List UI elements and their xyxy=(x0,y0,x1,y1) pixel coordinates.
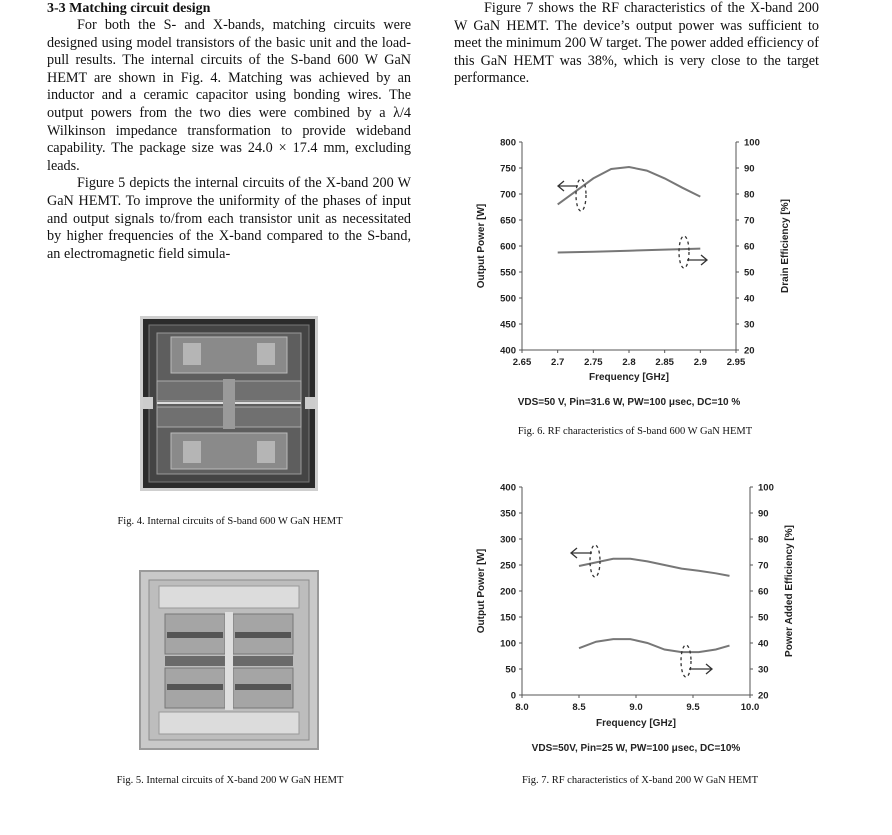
y2-tick-label: 90 xyxy=(744,163,755,175)
x-tick-label: 2.85 xyxy=(655,357,674,368)
fig6-x-axis-label: Frequency [GHz] xyxy=(588,372,670,383)
left-text-block xyxy=(47,17,411,263)
y-tick-label: 650 xyxy=(500,215,516,227)
fig7-x-axis-label: Frequency [GHz] xyxy=(595,718,677,729)
y-tick-label: 500 xyxy=(500,293,516,305)
y2-tick-label: 20 xyxy=(758,690,769,702)
y-tick-label: 50 xyxy=(505,664,516,676)
y2-tick-label: 50 xyxy=(744,267,755,279)
y-tick-label: 400 xyxy=(500,482,516,494)
fig6-right-series-arrow xyxy=(679,236,707,268)
section-heading: 3-3 Matching circuit design xyxy=(47,1,211,16)
x-tick-label: 2.8 xyxy=(622,357,636,368)
y2-tick-label: 90 xyxy=(758,508,769,520)
x-tick-label: 10.0 xyxy=(740,702,760,713)
x-tick-label: 8.0 xyxy=(515,702,529,713)
left-paragraph-1: For both the S- and X-bands, matching circuits were designed using model transistors of the basic unit and the load-pull results. The internal circuits of the S-band 600 W GaN HEMT are shown in Fig. 4. Matching was achieved by an inductor and a ceramic capacitor using bonding wires. The output powers from the two dies were combined by a λ/4 Wilkinson impedance transformation to provide wideband capability. The package size was 24.0 × 17.4 mm, excluding leads. xyxy=(47,17,411,174)
fig7-y2-axis-label: Power Added Efficiency [%] xyxy=(784,525,795,657)
y-tick-label: 750 xyxy=(500,163,516,175)
fig7-caption: Fig. 7. RF characteristics of X-band 200 W GaN HEMT xyxy=(521,775,759,786)
x-tick-label: 2.95 xyxy=(726,357,746,368)
fig7-chart xyxy=(470,477,810,759)
left-paragraph-2: Figure 5 depicts the internal circuits of the X-band 200 W GaN HEMT. To improve the uniformity of the phases of input and output signals to/from each transistor unit as necessitated by higher frequencies of the X-band compared to the S-band, an electromagnetic field simula- xyxy=(47,175,411,262)
series-line-right xyxy=(579,639,730,652)
right-text-block xyxy=(454,0,819,88)
fig5-circuit-drawing xyxy=(141,572,317,748)
fig6-y2-axis-label: Drain Efficiency [%] xyxy=(780,199,791,293)
x-tick-label: 2.7 xyxy=(551,357,565,368)
y2-tick-label: 50 xyxy=(758,612,769,624)
y-tick-label: 100 xyxy=(500,638,516,650)
y2-tick-label: 100 xyxy=(744,137,760,149)
fig6-chart xyxy=(470,130,800,412)
y-tick-label: 350 xyxy=(500,508,516,520)
y-tick-label: 550 xyxy=(500,267,516,279)
y-tick-label: 800 xyxy=(500,137,516,149)
y2-tick-label: 30 xyxy=(744,319,755,331)
y2-tick-label: 40 xyxy=(758,638,769,650)
x-tick-label: 2.75 xyxy=(584,357,603,368)
y-tick-label: 150 xyxy=(500,612,516,624)
y2-tick-label: 70 xyxy=(758,560,769,572)
y2-tick-label: 100 xyxy=(758,482,774,494)
fig7-conditions: VDS=50V, Pin=25 W, PW=100 μsec, DC=10% xyxy=(531,743,741,754)
y-tick-label: 600 xyxy=(500,241,516,253)
fig7-axes xyxy=(522,487,750,695)
fig6-caption: Fig. 6. RF characteristics of S-band 600 W GaN HEMT xyxy=(517,426,753,437)
x-tick-label: 2.9 xyxy=(693,357,707,368)
x-tick-label: 8.5 xyxy=(572,702,586,713)
fig7-left-series-arrow xyxy=(571,545,600,577)
y2-tick-label: 80 xyxy=(744,189,755,201)
series-line-left xyxy=(579,559,730,576)
fig7-y-axis-label: Output Power [W] xyxy=(476,548,487,634)
y2-tick-label: 60 xyxy=(744,241,755,253)
y-tick-label: 450 xyxy=(500,319,516,331)
y2-tick-label: 30 xyxy=(758,664,769,676)
y-tick-label: 0 xyxy=(510,690,516,702)
fig6-axes xyxy=(522,142,736,350)
y-tick-label: 300 xyxy=(500,534,516,546)
fig5-caption: Fig. 5. Internal circuits of X-band 200 W GaN HEMT xyxy=(116,775,344,786)
fig6-conditions: VDS=50 V, Pin=31.6 W, PW=100 μsec, DC=10 % xyxy=(517,397,741,408)
series-line-left xyxy=(558,167,701,204)
fig5-photo xyxy=(139,570,319,750)
y2-tick-label: 80 xyxy=(758,534,769,546)
y2-tick-label: 20 xyxy=(744,345,755,357)
fig4-photo xyxy=(140,316,318,491)
fig4-caption: Fig. 4. Internal circuits of S-band 600 W GaN HEMT xyxy=(117,516,343,527)
fig4-circuit-drawing xyxy=(143,319,315,488)
right-paragraph: Figure 7 shows the RF characteristics of the X-band 200 W GaN HEMT. The device’s output power was sufficient to meet the minimum 200 W target. The power added efficiency of this GaN HEMT was 38%, which is very close to the target performance. xyxy=(454,0,819,87)
fig6-y-axis-label: Output Power [W] xyxy=(476,203,487,289)
y2-tick-label: 70 xyxy=(744,215,755,227)
y-tick-label: 400 xyxy=(500,345,516,357)
x-tick-label: 9.5 xyxy=(686,702,700,713)
x-tick-label: 9.0 xyxy=(629,702,643,713)
y-tick-label: 700 xyxy=(500,189,516,201)
y2-tick-label: 40 xyxy=(744,293,755,305)
y2-tick-label: 60 xyxy=(758,586,769,598)
x-tick-label: 2.65 xyxy=(512,357,532,368)
y-tick-label: 250 xyxy=(500,560,516,572)
y-tick-label: 200 xyxy=(500,586,516,598)
